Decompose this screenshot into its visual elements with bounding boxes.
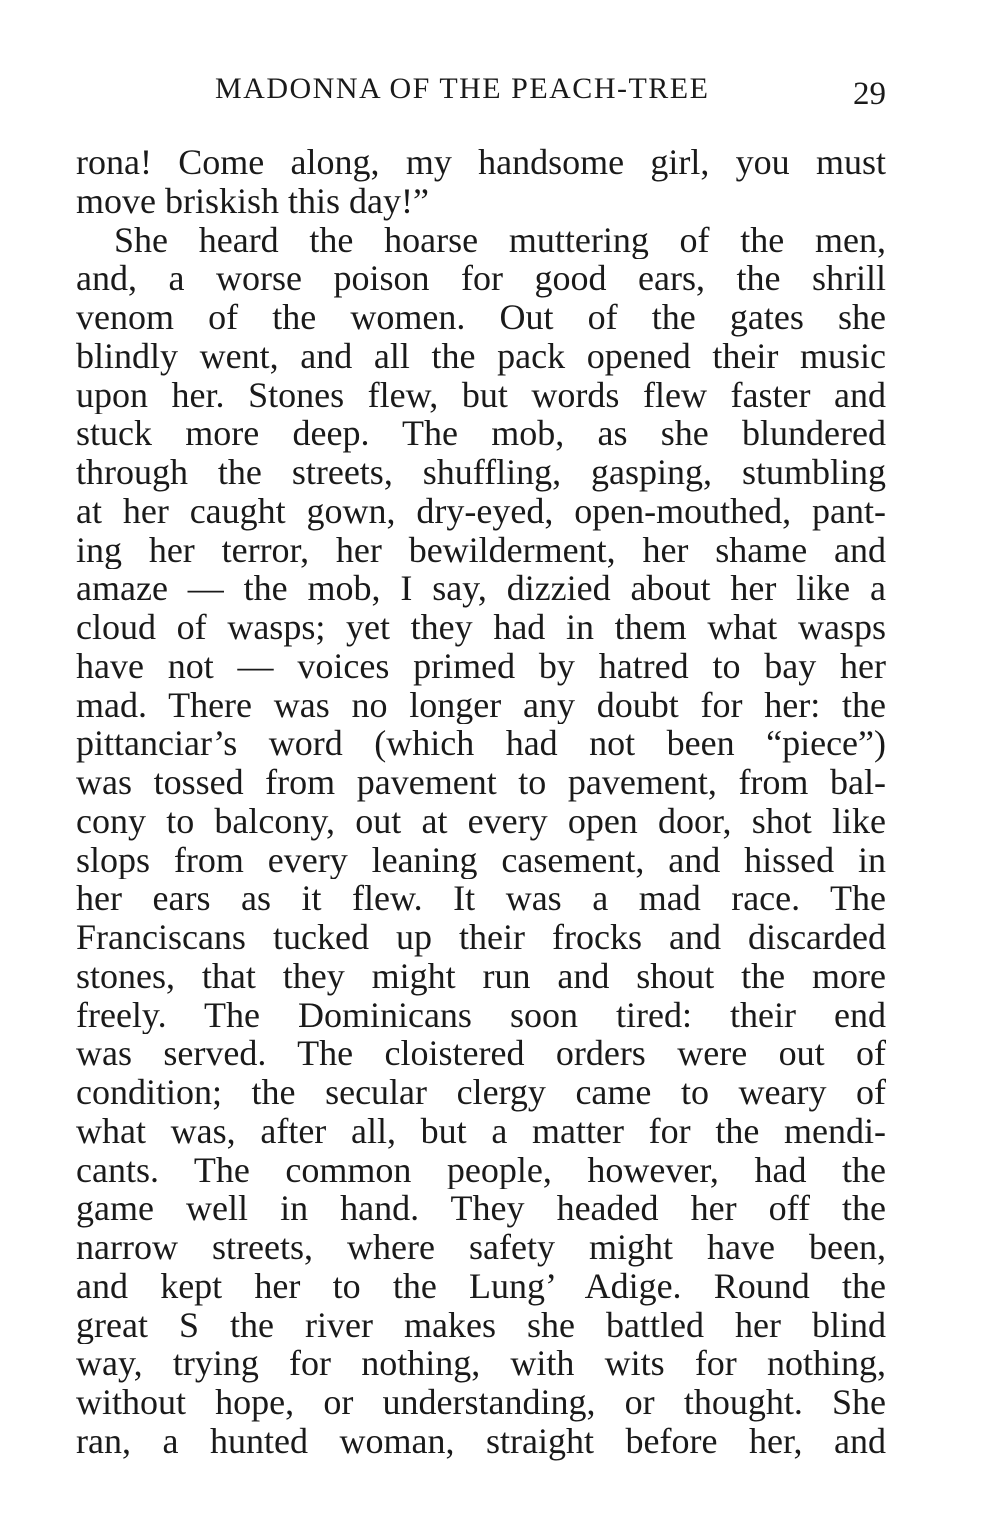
text-line: ran, a hunted woman, straight before her, and: [76, 1421, 886, 1461]
text-line: great S the river makes she battled her blind: [76, 1305, 886, 1345]
text-line: amaze — the mob, I say, dizzied about her like a: [76, 569, 886, 608]
text-line: freely. The Dominicans soon tired: their end: [76, 995, 886, 1035]
text-line: cloud of wasps; yet they had in them what wasps: [76, 608, 886, 647]
text-line: blindly went, and all the pack opened their music: [76, 336, 886, 376]
text-line: stones, that they might run and shout the more: [76, 956, 886, 996]
text-line: game well in hand. They headed her off the: [76, 1189, 886, 1228]
text-line: through the streets, shuffling, gasping, stumbling: [76, 453, 886, 492]
text-line: stuck more deep. The mob, as she blundered: [76, 414, 886, 453]
text-line: was tossed from pavement to pavement, from bal-: [76, 763, 886, 802]
text-line: ing her terror, her bewilderment, her shame and: [76, 530, 886, 570]
body-text: [76, 143, 886, 1461]
text-line: at her caught gown, dry-eyed, open-mouthed, pant-: [76, 491, 886, 531]
text-line: way, trying for nothing, with wits for nothing,: [76, 1344, 886, 1383]
text-line: rona! Come along, my handsome girl, you must: [76, 143, 886, 182]
running-head: [76, 72, 886, 116]
text-line: move briskish this day!”: [76, 181, 429, 221]
text-line: have not — voices primed by hatred to bay her: [76, 646, 886, 686]
text-line: condition; the secular clergy came to weary of: [76, 1073, 886, 1112]
text-line: Franciscans tucked up their frocks and discarded: [76, 918, 886, 957]
text-line: cants. The common people, however, had the: [76, 1150, 886, 1190]
text-line: what was, after all, but a matter for the mendi-: [76, 1111, 886, 1151]
text-line: cony to balcony, out at every open door, shot like: [76, 801, 886, 841]
text-line: pittanciar’s word (which had not been “piece”): [76, 724, 886, 763]
text-line: was served. The cloistered orders were out of: [76, 1034, 886, 1073]
text-line: She heard the hoarse muttering of the men,: [114, 220, 886, 260]
text-line: narrow streets, where safety might have been,: [76, 1228, 886, 1267]
text-line: without hope, or understanding, or thought. She: [76, 1383, 886, 1422]
text-line: and, a worse poison for good ears, the shrill: [76, 259, 886, 298]
text-line: mad. There was no longer any doubt for her: the: [76, 685, 886, 725]
text-line: her ears as it flew. It was a mad race. The: [76, 879, 886, 918]
text-line: slops from every leaning casement, and hissed in: [76, 840, 886, 880]
text-line: and kept her to the Lung’ Adige. Round the: [76, 1266, 886, 1306]
running-title: MADONNA OF THE PEACH-TREE: [215, 72, 710, 105]
text-line: upon her. Stones flew, but words flew faster and: [76, 375, 886, 415]
text-line: venom of the women. Out of the gates she: [76, 298, 886, 337]
page-number: 29: [853, 76, 886, 112]
